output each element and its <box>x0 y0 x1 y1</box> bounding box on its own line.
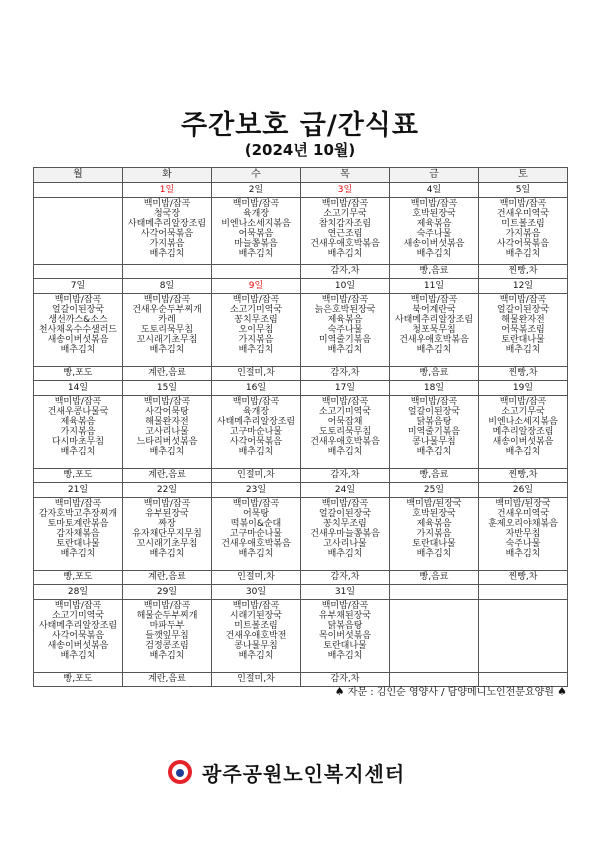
date-cell: 30일 <box>212 585 301 600</box>
date-row <box>34 183 568 198</box>
meal-item: 백미밥/잡곡 <box>410 397 458 407</box>
date-cell: 10일 <box>301 279 390 294</box>
meal-item: 백미밥/잡곡 <box>499 199 547 209</box>
snack-row <box>34 571 568 585</box>
meal-cell <box>123 198 212 265</box>
date-cell: 1일 <box>123 183 212 198</box>
meal-item: 백미밥/잡곡 <box>143 499 191 509</box>
meal-item: 배추김치 <box>327 345 363 355</box>
meal-item: 백미밥/잡곡 <box>232 199 280 209</box>
date-cell: 11일 <box>390 279 479 294</box>
meal-item: 고사리나물 <box>323 539 367 549</box>
meal-item: 가지볶음 <box>60 427 96 437</box>
meal-item: 천사채옥수수샐러드 <box>38 325 118 335</box>
meal-cell <box>123 294 212 367</box>
meal-item: 백미밥/잡곡 <box>143 397 191 407</box>
meal-item: 배추김치 <box>238 345 274 355</box>
meal-item: 미트볼조림 <box>501 219 545 229</box>
meal-item: 짜장 <box>158 519 176 529</box>
date-cell: 28일 <box>34 585 123 600</box>
snack-cell: 인절미,차 <box>212 367 301 381</box>
snack-cell: 계란,음료 <box>123 673 212 687</box>
meal-item: 소고기무국 <box>323 209 367 219</box>
meal-item: 호박된장국 <box>412 209 456 219</box>
date-cell: 19일 <box>479 381 568 396</box>
meal-item: 배추김치 <box>327 549 363 559</box>
meal-cell <box>301 294 390 367</box>
meal-item: 배추김치 <box>238 447 274 457</box>
meal-item: 백미밥/잡곡 <box>232 397 280 407</box>
date-cell: 12일 <box>479 279 568 294</box>
menu-table <box>33 167 568 687</box>
snack-cell: 인절미,차 <box>212 571 301 585</box>
meal-item: 백미밥/잡곡 <box>410 199 458 209</box>
meal-item: 청국장 <box>153 209 181 219</box>
meal-item: 꼬시래기초무침 <box>136 335 198 345</box>
meal-cell <box>390 294 479 367</box>
meal-row <box>34 396 568 469</box>
meal-item: 콩나물무침 <box>234 641 278 651</box>
meal-item: 배추김치 <box>60 447 96 457</box>
meal-item: 배추김치 <box>149 249 185 259</box>
meal-cell <box>123 498 212 571</box>
snack-cell: 빵,음료 <box>390 367 479 381</box>
snack-cell: 계란,음료 <box>123 571 212 585</box>
meal-item: 새송이버섯볶음 <box>403 239 465 249</box>
meal-item: 백미밥/된장국 <box>495 499 551 509</box>
meal-item: 건새우마늘쫑볶음 <box>310 529 380 539</box>
meal-cell <box>479 498 568 571</box>
meal-row <box>34 198 568 265</box>
meal-item: 배추김치 <box>416 249 452 259</box>
date-cell: 3일 <box>301 183 390 198</box>
meal-item: 가지볶음 <box>149 239 185 249</box>
date-cell <box>390 585 479 600</box>
date-cell: 29일 <box>123 585 212 600</box>
meal-item: 도토리묵무침 <box>140 325 194 335</box>
meal-item: 백미밥/잡곡 <box>499 397 547 407</box>
date-cell: 16일 <box>212 381 301 396</box>
snack-cell: 감자,차 <box>301 673 390 687</box>
meal-row <box>34 498 568 571</box>
meal-cell <box>212 396 301 469</box>
meal-item: 청포묵무침 <box>412 325 456 335</box>
meal-item: 감자호박고추장찌개 <box>38 509 118 519</box>
meal-item: 떡볶이&순대 <box>230 519 282 529</box>
date-row <box>34 381 568 396</box>
snack-cell: 빵,음료 <box>390 571 479 585</box>
meal-item: 배추김치 <box>149 651 185 661</box>
date-cell: 31일 <box>301 585 390 600</box>
meal-item: 백미밥/잡곡 <box>232 295 280 305</box>
meal-cell <box>212 294 301 367</box>
snack-cell <box>212 265 301 279</box>
meal-item: 가지볶음 <box>238 335 274 345</box>
meal-cell <box>34 600 123 673</box>
snack-cell: 빵,포도 <box>34 367 123 381</box>
meal-item: 어묵잡채 <box>327 417 363 427</box>
meal-item: 콩나물무침 <box>412 437 456 447</box>
meal-item: 백미밥/잡곡 <box>321 601 369 611</box>
meal-cell <box>123 600 212 673</box>
meal-item: 연근조림 <box>327 229 363 239</box>
meal-item: 고사리나물 <box>145 427 189 437</box>
meal-item: 늙은호박된장국 <box>314 305 376 315</box>
meal-item: 얼갈이된장국 <box>496 305 550 315</box>
meal-item: 건새우애호박볶음 <box>399 335 469 345</box>
weekday-fri: 금 <box>390 168 479 183</box>
meal-item: 배추김치 <box>416 549 452 559</box>
meal-item: 사태메추리알장조림 <box>394 315 474 325</box>
meal-item: 백미밥/잡곡 <box>499 295 547 305</box>
date-row <box>34 279 568 294</box>
meal-item: 백미밥/잡곡 <box>321 499 369 509</box>
meal-item: 건새우애호박전 <box>225 631 287 641</box>
meal-row <box>34 600 568 673</box>
footer-text: 자문 : 김인순 영양사 / 담양메니노인전문요양원 <box>347 687 554 698</box>
organization-logo-icon <box>168 760 192 784</box>
date-cell: 14일 <box>34 381 123 396</box>
meal-item: 배추김치 <box>60 549 96 559</box>
meal-item: 육개장 <box>242 209 270 219</box>
meal-item: 사각어묵탕 <box>145 407 189 417</box>
spade-icon: ♠ <box>334 685 345 698</box>
date-cell <box>34 183 123 198</box>
snack-cell: 찐빵,차 <box>479 571 568 585</box>
meal-item: 토란대나물 <box>501 335 545 345</box>
meal-cell <box>123 396 212 469</box>
meal-item: 목이버섯볶음 <box>318 631 372 641</box>
meal-cell <box>479 198 568 265</box>
meal-item: 닭볶음탕 <box>416 417 452 427</box>
page-title: 주간보호 급/간식표 <box>181 110 419 141</box>
snack-cell: 인절미,차 <box>212 673 301 687</box>
meal-item: 배추김치 <box>238 249 274 259</box>
meal-item: 새송이버섯볶음 <box>492 437 554 447</box>
meal-item: 육개장 <box>242 407 270 417</box>
meal-item: 마파두부 <box>149 621 185 631</box>
meal-item: 비엔나소세지볶음 <box>488 417 558 427</box>
meal-item: 배추김치 <box>238 651 274 661</box>
meal-item: 배추김치 <box>327 447 363 457</box>
meal-item: 배추김치 <box>416 345 452 355</box>
date-cell: 21일 <box>34 483 123 498</box>
meal-item: 소고기미역국 <box>318 407 372 417</box>
meal-cell <box>212 198 301 265</box>
meal-cell <box>390 396 479 469</box>
snack-row <box>34 469 568 483</box>
meal-item: 얼갈이된장국 <box>51 305 105 315</box>
meal-item: 백미밥/잡곡 <box>232 499 280 509</box>
spade-icon: ♠ <box>557 685 567 698</box>
meal-item: 배추김치 <box>149 345 185 355</box>
date-cell: 18일 <box>390 381 479 396</box>
meal-item: 느타리버섯볶음 <box>136 437 198 447</box>
meal-item: 배추김치 <box>327 651 363 661</box>
meal-item: 사각어묵볶음 <box>496 239 550 249</box>
meal-cell <box>34 396 123 469</box>
menu-body <box>34 183 568 687</box>
date-row <box>34 585 568 600</box>
meal-item: 제육볶음 <box>416 519 452 529</box>
meal-item: 숙주나물 <box>327 325 363 335</box>
snack-cell: 빵,포도 <box>34 673 123 687</box>
snack-cell: 빵,포도 <box>34 469 123 483</box>
snack-cell: 찐빵,차 <box>479 265 568 279</box>
date-cell: 7일 <box>34 279 123 294</box>
meal-item: 사각어묵볶음 <box>140 229 194 239</box>
date-cell: 24일 <box>301 483 390 498</box>
date-cell: 22일 <box>123 483 212 498</box>
meal-item: 건새우콩나물국 <box>47 407 109 417</box>
meal-item: 닭볶음탕 <box>327 621 363 631</box>
snack-cell: 빵,포도 <box>34 571 123 585</box>
meal-item: 사각어묵볶음 <box>229 437 283 447</box>
meal-item: 시래기된장국 <box>229 611 283 621</box>
date-cell: 26일 <box>479 483 568 498</box>
meal-item: 얼갈이된장국 <box>318 509 372 519</box>
meal-item: 어묵볶조림 <box>501 325 545 335</box>
snack-cell: 계란,음료 <box>123 367 212 381</box>
meal-item: 오이무침 <box>238 325 274 335</box>
date-cell: 9일 <box>212 279 301 294</box>
meal-item: 감자채볶음 <box>56 529 100 539</box>
date-cell: 23일 <box>212 483 301 498</box>
meal-item: 다시마초무침 <box>51 437 105 447</box>
date-cell: 15일 <box>123 381 212 396</box>
date-row <box>34 483 568 498</box>
date-cell <box>479 585 568 600</box>
weekday-header-row <box>34 168 568 183</box>
meal-item: 토란대나물 <box>412 539 456 549</box>
meal-item: 배추김치 <box>416 447 452 457</box>
date-cell: 4일 <box>390 183 479 198</box>
meal-item: 유부된장국 <box>145 509 189 519</box>
meal-item: 백미밥/잡곡 <box>54 601 102 611</box>
meal-item: 사각어묵볶음 <box>51 631 105 641</box>
meal-item: 배추김치 <box>505 249 541 259</box>
meal-item: 사태메추리알장조림 <box>216 417 296 427</box>
weekday-sat: 토 <box>479 168 568 183</box>
date-cell: 2일 <box>212 183 301 198</box>
meal-item: 생선까스&소스 <box>48 315 108 325</box>
meal-item: 건새우미역국 <box>496 509 550 519</box>
meal-item: 백미밥/잡곡 <box>54 295 102 305</box>
meal-item: 배추김치 <box>60 651 96 661</box>
snack-cell: 감자,차 <box>301 571 390 585</box>
meal-item: 토마토계란볶음 <box>47 519 109 529</box>
weekday-mon: 월 <box>34 168 123 183</box>
meal-item: 백미밥/잡곡 <box>143 199 191 209</box>
meal-cell <box>390 498 479 571</box>
snack-cell: 감자,차 <box>301 367 390 381</box>
meal-item: 호박된장국 <box>412 509 456 519</box>
meal-item: 건새우순두부찌개 <box>132 305 202 315</box>
meal-item: 참치감자조림 <box>318 219 372 229</box>
meal-cell <box>301 198 390 265</box>
meal-cell <box>390 600 479 673</box>
snack-cell: 계란,음료 <box>123 469 212 483</box>
meal-cell <box>34 498 123 571</box>
meal-item: 새송이버섯볶음 <box>47 641 109 651</box>
meal-cell <box>301 396 390 469</box>
meal-item: 꽁치무조림 <box>234 315 278 325</box>
meal-item: 유자채단무지무침 <box>132 529 202 539</box>
organization-name: 광주공원노인복지센터 <box>202 761 406 786</box>
meal-cell <box>479 294 568 367</box>
meal-cell <box>390 198 479 265</box>
meal-item: 소고기미역국 <box>51 611 105 621</box>
meal-item: 토란대나물 <box>56 539 100 549</box>
snack-cell: 빵,음료 <box>390 265 479 279</box>
meal-cell <box>212 600 301 673</box>
meal-item: 배추김치 <box>238 549 274 559</box>
meal-item: 백미밥/잡곡 <box>321 295 369 305</box>
meal-item: 백미밥/잡곡 <box>232 601 280 611</box>
meal-cell <box>301 498 390 571</box>
meal-item: 배추김치 <box>149 447 185 457</box>
snack-cell: 빵,음료 <box>390 469 479 483</box>
meal-item: 배추김치 <box>505 549 541 559</box>
meal-row <box>34 294 568 367</box>
meal-item: 건새우미역국 <box>496 209 550 219</box>
meal-item: 가지볶음 <box>416 529 452 539</box>
meal-item: 건새우애호박볶음 <box>310 437 380 447</box>
meal-item: 고구마순나물 <box>229 529 283 539</box>
snack-cell <box>34 265 123 279</box>
meal-item: 백미밥/잡곡 <box>54 397 102 407</box>
snack-cell: 찐빵,차 <box>479 367 568 381</box>
snack-cell: 찐빵,차 <box>479 469 568 483</box>
meal-cell <box>301 600 390 673</box>
meal-cell <box>34 294 123 367</box>
meal-item: 숙주나물 <box>505 539 541 549</box>
meal-item: 건새우애호박볶음 <box>221 539 291 549</box>
meal-item: 자반무침 <box>505 529 541 539</box>
meal-item: 메추리알장조림 <box>492 427 554 437</box>
meal-item: 미트볼조림 <box>234 621 278 631</box>
weekday-wed: 수 <box>212 168 301 183</box>
meal-item: 꽁치무조림 <box>323 519 367 529</box>
meal-item: 배추김치 <box>60 345 96 355</box>
weekday-tue: 화 <box>123 168 212 183</box>
meal-item: 미역줄기볶음 <box>318 335 372 345</box>
meal-item: 미역줄기볶음 <box>407 427 461 437</box>
meal-item: 백미밥/잡곡 <box>143 295 191 305</box>
meal-item: 제육볶음 <box>327 315 363 325</box>
meal-item: 새송이버섯볶음 <box>47 335 109 345</box>
meal-item: 도토리묵무침 <box>318 427 372 437</box>
meal-item: 배추김치 <box>149 549 185 559</box>
snack-row <box>34 367 568 381</box>
organization-block <box>168 758 405 786</box>
footer-credit <box>335 683 567 698</box>
meal-item: 배추김치 <box>327 249 363 259</box>
meal-item: 어묵탕 <box>242 509 270 519</box>
meal-item: 해물완자전 <box>145 417 189 427</box>
date-cell: 17일 <box>301 381 390 396</box>
meal-item: 들깻잎무침 <box>145 631 189 641</box>
meal-item: 훈제오리야채볶음 <box>488 519 558 529</box>
meal-cell <box>212 498 301 571</box>
meal-cell <box>479 396 568 469</box>
meal-item: 제육볶음 <box>60 417 96 427</box>
meal-item: 카레 <box>158 315 176 325</box>
meal-item: 백미밥/잡곡 <box>54 499 102 509</box>
meal-item: 백미밥/잡곡 <box>143 601 191 611</box>
page-subtitle: (2024년 10월) <box>244 141 356 159</box>
meal-item: 소고기무국 <box>501 407 545 417</box>
meal-item: 토란대나물 <box>323 641 367 651</box>
meal-item: 제육볶음 <box>416 219 452 229</box>
meal-item: 백미밥/잡곡 <box>321 199 369 209</box>
meal-cell <box>34 198 123 265</box>
meal-item: 배추김치 <box>505 447 541 457</box>
meal-item: 백미밥/된장국 <box>406 499 462 509</box>
meal-item: 비엔나소세지볶음 <box>221 219 291 229</box>
snack-cell: 감자,차 <box>301 469 390 483</box>
meal-item: 소고기미역국 <box>229 305 283 315</box>
meal-item: 건새우애호박볶음 <box>310 239 380 249</box>
meal-item: 배추김치 <box>505 345 541 355</box>
meal-item: 꼬시래기초무침 <box>136 539 198 549</box>
meal-cell <box>479 600 568 673</box>
meal-item: 검정콩조림 <box>145 641 189 651</box>
meal-item: 백미밥/잡곡 <box>321 397 369 407</box>
weekday-thu: 목 <box>301 168 390 183</box>
snack-cell <box>123 265 212 279</box>
meal-item: 숙주나물 <box>416 229 452 239</box>
snack-cell: 감자,차 <box>301 265 390 279</box>
meal-item: 마늘쫑볶음 <box>234 239 278 249</box>
meal-item: 해물순두부찌개 <box>136 611 198 621</box>
snack-row <box>34 265 568 279</box>
meal-item: 사태메추리알장조림 <box>127 219 207 229</box>
meal-item: 가지볶음 <box>505 229 541 239</box>
date-cell: 25일 <box>390 483 479 498</box>
date-cell: 5일 <box>479 183 568 198</box>
meal-item: 얼갈이된장국 <box>407 407 461 417</box>
meal-item: 유부채된장국 <box>318 611 372 621</box>
meal-item: 사태메추리알장조림 <box>38 621 118 631</box>
snack-cell: 인절미,차 <box>212 469 301 483</box>
meal-item: 해물완자전 <box>501 315 545 325</box>
meal-item: 어묵볶음 <box>238 229 274 239</box>
meal-item: 북어계란국 <box>412 305 456 315</box>
meal-item: 고구마순나물 <box>229 427 283 437</box>
date-cell: 8일 <box>123 279 212 294</box>
meal-item: 백미밥/잡곡 <box>410 295 458 305</box>
